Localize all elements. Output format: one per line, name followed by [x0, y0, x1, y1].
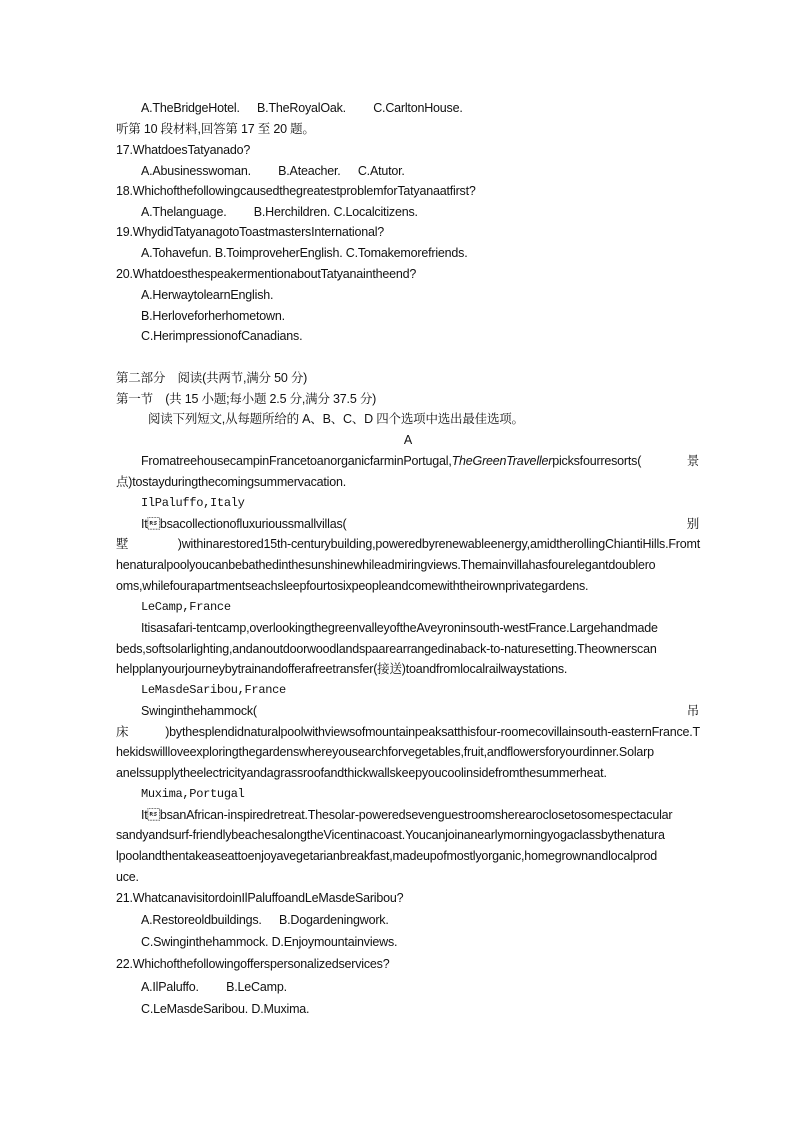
q18-option-b: B.Herchildren. [253, 205, 331, 219]
resort-line: hekidswillloveexploringthegardenswhereyousearchforvegetables,fruit,andflowersforyourdinner.Solarp [116, 745, 654, 759]
resort-line: uce. [116, 870, 139, 884]
q18-option-c: C.Localcitizens. [333, 205, 418, 219]
resort-line-text: It bsacollectionofluxurioussmallvillas( [141, 517, 347, 531]
q22-option-b: B.LeCamp. [226, 980, 287, 994]
q17-stem: 17.WhatdoesTatyanado? [116, 143, 251, 157]
resort-name: IlPaluffo,Italy [141, 496, 245, 510]
resort-line: beds,softsolarlighting,andanoutdoorwoodlandspaarearrangedinaback-to-naturesetting.Theownerscan [116, 642, 657, 656]
q21-option-a: A.Restoreoldbuildings. [141, 913, 262, 927]
q19-option-c: C.Tomakemorefriends. [345, 246, 468, 260]
intro-line-2: 点)tostayduringthecomingsummervacation. [116, 475, 347, 489]
q22-option-a: A.IlPaluffo. [141, 980, 199, 994]
q20-option-b: B.Herloveforherhometown. [141, 309, 285, 323]
resort-line [141, 514, 699, 534]
intro-text-end: 景 [686, 454, 699, 468]
q16-options [141, 98, 725, 118]
section-title: 第一节 (共 15 小题;每小题 2.5 分,满分 37.5 分) [116, 392, 377, 406]
intro-text-post: picksfourresorts( [552, 454, 642, 468]
q22-option-c: C.LeMasdeSaribou. [141, 1002, 249, 1016]
q21-stem: 21.WhatcanavisitordoinIlPaluffoandLeMasdeSaribou? [116, 891, 404, 905]
passage10-instruction: 听第 10 段材料,回答第 17 至 20 题。 [116, 122, 315, 136]
q19-option-a: A.Tohavefun. [141, 246, 212, 260]
resort-line [141, 701, 699, 721]
q22-options-cd [141, 999, 725, 1019]
q18-stem: 18.WhichofthefollowingcausedthegreatestproblemforTatyanaatfirst? [116, 184, 476, 198]
q20-stem: 20.WhatdoesthespeakermentionaboutTatyanaintheend? [116, 267, 417, 281]
q20-option-c: C.HerimpressionofCanadians. [141, 329, 303, 343]
q22-options-ab [141, 977, 725, 997]
q22-stem: 22.Whichofthefollowingofferspersonalizedservices? [116, 957, 390, 971]
q17-option-a: A.Abusinesswoman. [141, 164, 251, 178]
q19-options [141, 243, 725, 263]
q17-options [141, 161, 725, 181]
q18-options [141, 202, 725, 222]
intro-text-pre: FromatreehousecampinFrancetoanorganicfarminPortugal, [141, 454, 452, 468]
q21-option-b: B.Dogardeningwork. [278, 913, 389, 927]
q17-option-b: B.Ateacher. [278, 164, 341, 178]
q19-stem: 19.WhydidTatyanagotoToastmastersInternational? [116, 225, 385, 239]
passage-label: A [403, 433, 413, 447]
resort-line-end: 吊 [686, 704, 699, 718]
resort-line: oms,whilefourapartmentseachsleepfourtosixpeopleandcomewiththeirownprivategardens. [116, 579, 589, 593]
resort-line: Itisasafari-tentcamp,overlookingthegreenvalleyoftheAveyroninsouth-westFrance.Largehandmade [141, 621, 658, 635]
resort-line-text: Swinginthehammock( [141, 704, 257, 718]
intro-publication-title: TheGreenTraveller [451, 454, 553, 468]
q21-option-d: D.Enjoymountainviews. [271, 935, 398, 949]
q21-option-c: C.Swinginthehammock. [141, 935, 269, 949]
q17-option-c: C.Atutor. [357, 164, 405, 178]
resort-line: 床)bythesplendidnaturalpoolwithviewsofmountainpeaksatthisfour-roomecovillainsouth-easternFrance.T [116, 725, 700, 739]
q16-option-c: C.CarltonHouse. [373, 101, 463, 115]
q16-option-a: A.TheBridgeHotel. [141, 101, 240, 115]
resort-line: 墅)withinarestored15th-centurybuilding,poweredbyrenewableenergy,amidtherollingChiantiHills.Fromt [116, 537, 700, 551]
q20-option-a: A.HerwaytolearnEnglish. [141, 288, 274, 302]
reading-instruction: 阅读下列短文,从每题所给的 A、B、C、D 四个选项中选出最佳选项。 [148, 412, 524, 426]
resort-name: Muxima,Portugal [141, 787, 245, 801]
q22-option-d: D.Muxima. [251, 1002, 310, 1016]
resort-line-end: 别 [686, 517, 699, 531]
resort-line: lpoolandthentakeaseattoenjoyavegetarianbreakfast,madeupofmostlyorganic,homegrownandlocalprod [116, 849, 657, 863]
intro-line-1 [141, 451, 699, 471]
part-title: 第二部分 阅读(共两节,满分 50 分) [116, 371, 308, 385]
resort-line: henaturalpoolyoucanbebathedinthesunshinewhileadmiringviews.Themainvillahasfourelegantdoublero [116, 558, 656, 572]
resort-line: helpplanyourjourneybytrainandofferafreetransfer(接送)toandfromlocalrailwaystations. [116, 662, 568, 676]
q21-options-ab [141, 910, 725, 930]
q19-option-b: B.ToimproveherEnglish. [214, 246, 343, 260]
q16-option-b: B.TheRoyalOak. [257, 101, 346, 115]
resort-name: LeMasdeSaribou,France [141, 683, 286, 697]
resort-line: sandyandsurf-friendlybeachesalongtheVicentinacoast.Youcanjoinanearlymorningyogaclassbythenatura [116, 828, 665, 842]
resort-line: anelssupplytheelectricityandagrassroofandthickwallskeepyoucoolinsidefromthesummerheat. [116, 766, 607, 780]
resort-name: LeCamp,France [141, 600, 231, 614]
q18-option-a: A.Thelanguage. [141, 205, 227, 219]
resort-line: It bsanAfrican-inspiredretreat.Thesolar-poweredsevenguestroomsherearoclosetosomespectacular [141, 808, 673, 822]
q21-options-cd [141, 932, 725, 952]
